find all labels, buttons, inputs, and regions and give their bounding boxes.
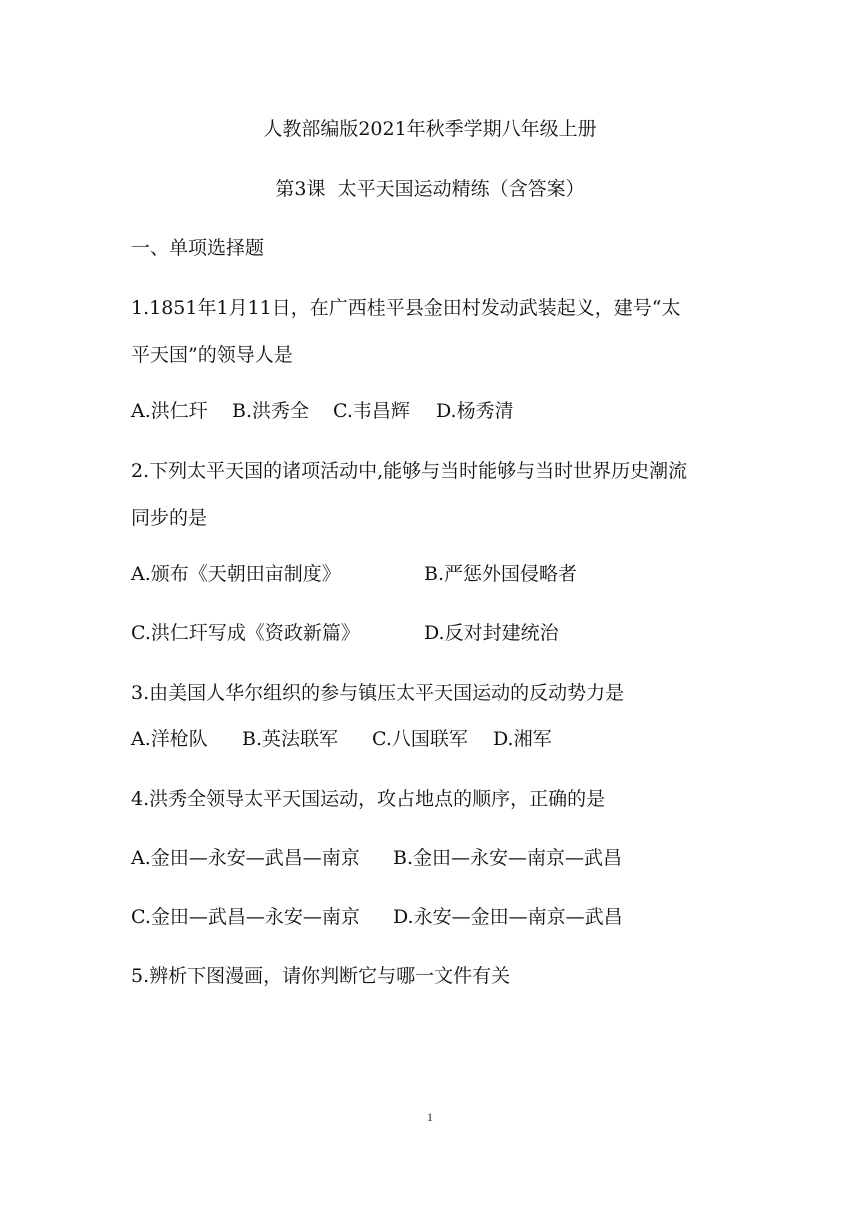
question-1-option-c: C.韦昌辉 [333, 400, 410, 422]
question-5-stem: 5.辨析下图漫画，请你判断它与哪一文件有关 [131, 965, 511, 987]
question-4-option-c: C.金田—武昌—永安—南京 [131, 906, 360, 928]
question-1-option-b: B.洪秀全 [232, 400, 310, 422]
question-1-option-d: D.杨秀清 [436, 400, 514, 422]
question-2-option-c: C.洪仁玕写成《资政新篇》 [131, 622, 360, 644]
question-3-option-d: D.湘军 [493, 728, 552, 750]
question-1-stem-line-2: 平天国”的领导人是 [131, 344, 293, 366]
question-3-option-b: B.英法联军 [242, 728, 339, 750]
question-2-option-b: B.严惩外国侵略者 [424, 563, 578, 585]
question-2-option-a: A.颁布《天朝田亩制度》 [131, 563, 341, 585]
question-4-option-d: D.永安—金田—南京—武昌 [393, 906, 623, 928]
question-3-option-c: C.八国联军 [372, 728, 468, 750]
question-2-stem-line-1: 2.下列太平天国的诸项活动中,能够与当时能够与当时世界历史潮流 [131, 460, 688, 482]
lesson-title: 第3课 太平天国运动精练（含答案） [275, 178, 585, 200]
question-2-option-d: D.反对封建统治 [424, 622, 559, 644]
page-number: 1 [427, 1110, 433, 1124]
question-1-stem-line-1: 1.1851年1月11日，在广西桂平县金田村发动武装起义，建号“太 [131, 297, 681, 319]
document-title: 人教部编版2021年秋季学期八年级上册 [263, 118, 597, 140]
question-4-option-b: B.金田—永安—南京—武昌 [393, 847, 623, 869]
question-4-option-a: A.金田—永安—武昌—南京 [131, 847, 360, 869]
section-heading: 一、单项选择题 [131, 237, 265, 259]
question-3-option-a: A.洋枪队 [131, 728, 208, 750]
question-4-stem: 4.洪秀全领导太平天国运动，攻占地点的顺序，正确的是 [131, 788, 606, 810]
question-3-stem: 3.由美国人华尔组织的参与镇压太平天国运动的反动势力是 [131, 682, 625, 704]
question-1-option-a: A.洪仁玕 [131, 400, 208, 422]
question-2-stem-line-2: 同步的是 [131, 507, 208, 529]
